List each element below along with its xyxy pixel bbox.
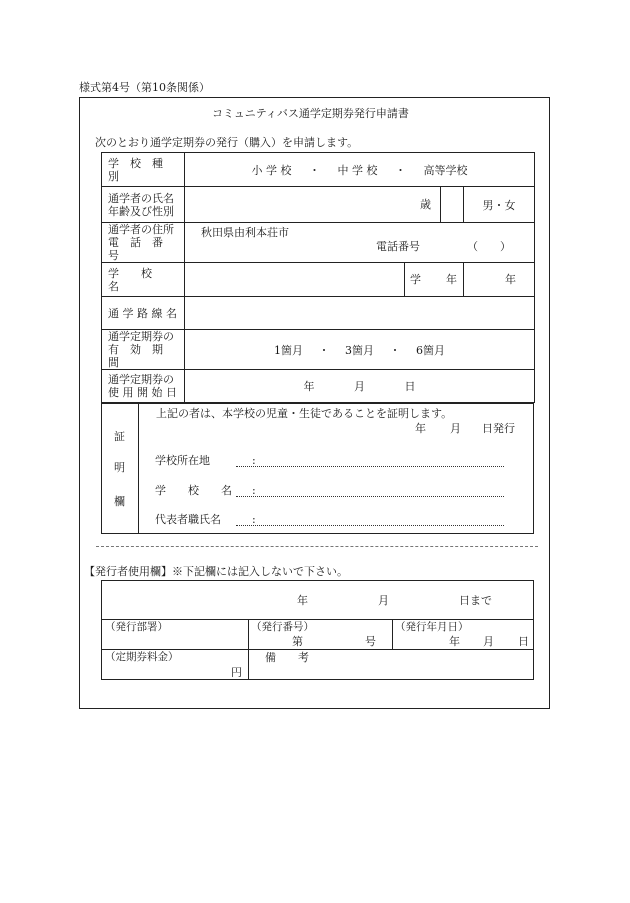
row-validity	[102, 330, 535, 370]
cert-date-month: 月	[450, 422, 461, 435]
age-unit: 歳	[420, 198, 431, 211]
start-year: 年	[303, 380, 315, 393]
issuer-header: 【発行者使用欄】※下記欄には記入しないで下さい。	[84, 565, 348, 578]
student-name-field[interactable]	[185, 187, 464, 223]
label-line: 通学定期券の	[108, 330, 174, 343]
school-address-label: 学校所在地	[155, 454, 210, 467]
route-field[interactable]	[185, 297, 535, 330]
label-validity	[102, 330, 185, 370]
cut-line	[96, 546, 538, 547]
label-line: 通学者の住所	[108, 223, 174, 236]
label-line: 通学定期券の	[108, 373, 174, 386]
until-year: 年	[297, 594, 308, 607]
issue-date-label: （発行年月日）	[395, 621, 469, 633]
separator-dot: ・	[389, 343, 401, 357]
fee-label: （定期券料金）	[105, 651, 179, 663]
side-char: 証	[114, 430, 125, 443]
phone-label: 電話番号	[376, 240, 420, 253]
side-char: 欄	[114, 495, 125, 508]
start-day: 日	[404, 380, 416, 393]
option-1-month[interactable]: 1箇月	[274, 343, 303, 357]
row-student	[102, 187, 535, 223]
row-address	[102, 223, 535, 263]
row-school-name	[102, 263, 535, 297]
colon: :	[252, 513, 256, 526]
gender-field[interactable]: 男・女	[464, 187, 535, 223]
certification-side	[102, 404, 139, 533]
separator-dot: ・	[318, 343, 330, 357]
row-route	[102, 297, 535, 330]
school-name-line[interactable]	[236, 496, 504, 497]
label-student	[102, 187, 185, 223]
row-school-type	[102, 153, 535, 187]
address-city: 秋田県由利本荘市	[201, 226, 289, 239]
cert-date-year: 年	[415, 422, 426, 435]
certification-statement: 上記の者は、本学校の児童・生徒であることを証明します。	[156, 407, 453, 420]
label-line: 電 話 番 号	[108, 236, 174, 262]
grade-year: 年	[446, 273, 457, 286]
number-label: （発行番号）	[251, 621, 314, 633]
start-date-field[interactable]	[185, 370, 535, 403]
colon: :	[252, 484, 256, 497]
option-high[interactable]: 高等学校	[423, 163, 468, 177]
label-address	[102, 223, 185, 263]
representative-label: 代表者職氏名	[155, 513, 221, 526]
intro-text: 次のとおり通学定期券の発行（購入）を申請します。	[95, 136, 359, 149]
label-line: 年齢及び性別	[108, 204, 174, 218]
issue-date-month: 月	[483, 635, 494, 648]
option-elementary[interactable]: 小 学 校	[251, 163, 292, 177]
form-number: 様式第4号（第10条関係）	[79, 81, 210, 94]
issue-date-year: 年	[449, 635, 460, 648]
label-line: 使 用 開 始 日	[108, 386, 177, 399]
separator-dot: ・	[395, 163, 406, 177]
form-title: コミュニティバス通学定期券発行申請書	[212, 107, 409, 120]
colon: :	[252, 454, 256, 467]
separator-dot: ・	[309, 163, 320, 177]
validity-options[interactable]	[185, 330, 535, 370]
school-name-field[interactable]	[185, 263, 405, 297]
cert-date-issue: 日発行	[482, 422, 515, 435]
label-school-name: 学 校 名	[102, 263, 185, 297]
school-address-line[interactable]	[236, 466, 504, 467]
label-school-type: 学 校 種 別	[102, 153, 185, 187]
remarks-label: 備 考	[265, 651, 309, 664]
until-day: 日まで	[459, 594, 492, 607]
label-start-date	[102, 370, 185, 403]
grade-field[interactable]	[405, 263, 464, 297]
dept-label: （発行部署）	[105, 621, 168, 633]
grade-class: 年	[505, 273, 517, 286]
label-route: 通 学 路 線 名	[102, 297, 185, 330]
option-middle[interactable]: 中 学 校	[337, 163, 378, 177]
row-start-date	[102, 370, 535, 403]
label-line: 有 効 期 間	[108, 343, 174, 369]
option-6-months[interactable]: 6箇月	[416, 343, 445, 357]
fee-unit: 円	[231, 666, 242, 679]
label-line: 通学者の氏名	[108, 191, 174, 205]
school-type-options[interactable]	[185, 153, 535, 187]
issue-date-day: 日	[518, 635, 529, 648]
class-field[interactable]	[464, 263, 535, 297]
representative-line[interactable]	[236, 525, 504, 526]
school-name-label: 学 校 名	[155, 484, 232, 497]
number-prefix: 第	[292, 635, 303, 648]
address-field[interactable]	[185, 223, 535, 263]
start-month: 月	[354, 380, 365, 393]
grade-prefix: 学	[410, 273, 421, 286]
number-suffix: 号	[365, 635, 376, 648]
option-3-months[interactable]: 3箇月	[345, 343, 374, 357]
application-table	[101, 152, 535, 403]
until-month: 月	[378, 594, 389, 607]
side-char: 明	[114, 461, 125, 474]
phone-area-code[interactable]: （ ）	[467, 240, 511, 253]
